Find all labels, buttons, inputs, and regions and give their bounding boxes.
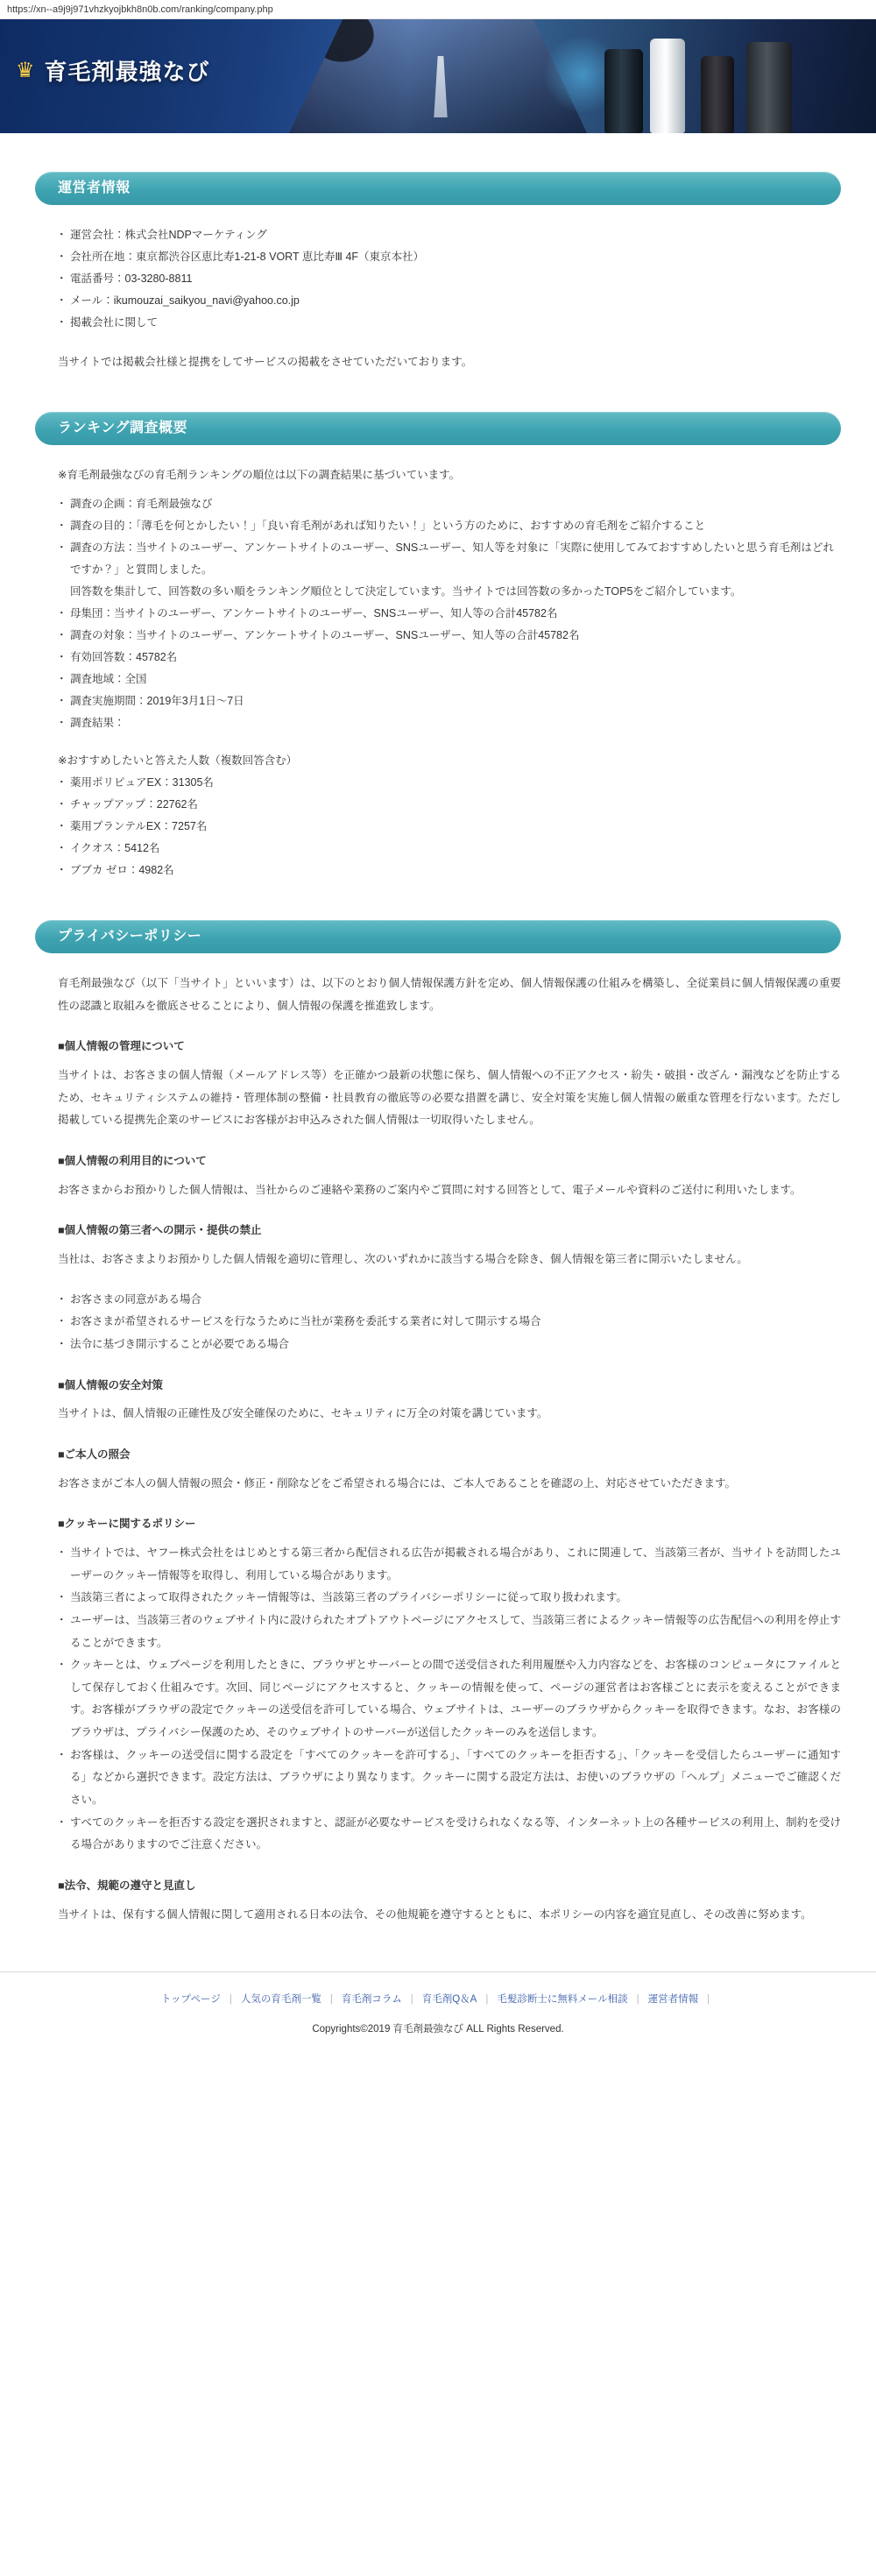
- privacy-block-paragraph: お客さまからお預かりした個人情報は、当社からのご連絡や業務のご案内やご質問に対する回答として、電子メールや資料のご送付に利用いたします。: [58, 1183, 802, 1196]
- company-info-list: [58, 224, 841, 334]
- list-item: ・ 当該第三者によって取得されたクッキー情報等は、当該第三者のプライバシーポリシーに従って取り扱われます。: [58, 1587, 841, 1610]
- section-heading-privacy: プライバシーポリシー: [35, 920, 841, 953]
- site-footer: [0, 1971, 876, 2058]
- privacy-policy-body: [58, 973, 841, 1926]
- site-title-text: 育毛剤最強なび: [44, 59, 210, 85]
- crown-icon: ♛: [16, 59, 36, 82]
- list-item: ・ 調査の目的：「薄毛を何とかしたい！」「良い育毛剤があれば知りたい！」という方のために、おすすめの育毛剤をご紹介すること: [58, 515, 841, 537]
- list-item: ・ 有効回答数：45782名: [58, 647, 841, 669]
- survey-lead-note: ※育毛剤最強なびの育毛剤ランキングの順位は以下の調査結果に基づいています。: [58, 469, 461, 481]
- privacy-block-title: ■クッキーに関するポリシー: [58, 1518, 196, 1531]
- privacy-block-paragraph: お客さまがご本人の個人情報の照会・修正・削除などをご希望される場合には、ご本人であることを確認の上、対応させていただきます。: [58, 1476, 737, 1490]
- list-item: ・ 調査実施期間：2019年3月1日～7日: [58, 690, 841, 712]
- url-text: https://xn--a9j9j971vhzkyojbkh8n0b.com/ranking/company.php: [7, 4, 273, 15]
- privacy-block-title: ■個人情報の第三者への開示・提供の禁止: [58, 1224, 262, 1237]
- list-item: ・ 当サイトでは、ヤフー株式会社をはじめとする第三者から配信される広告が掲載される場合があり、これに関連して、当該第三者が、当サイトを訪問したユーザーのクッキー情報等を取得し、利用している場合があります。: [58, 1542, 841, 1587]
- privacy-block-title: ■法令、規範の遵守と見直し: [58, 1879, 196, 1892]
- list-item: ・ 薬用ポリピュアEX：31305名: [58, 772, 841, 794]
- footer-separator: |: [485, 1994, 489, 2006]
- list-item: ・ 調査地域：全国: [58, 669, 841, 690]
- survey-results-lead: ※おすすめしたいと答えた人数（複数回答含む）: [58, 754, 298, 767]
- page-content: [0, 133, 876, 2058]
- product-bottle-1: [604, 49, 643, 133]
- section-company-info: [35, 172, 841, 373]
- list-item: ・ 会社所在地：東京都渋谷区恵比寿1-21-8 VORT 恵比寿Ⅲ 4F（東京本社）: [58, 246, 841, 268]
- list-item: ・ 調査の対象：当サイトのユーザー、アンケートサイトのユーザー、SNSユーザー、知人等の合計45782名: [58, 625, 841, 647]
- list-item: ・ 法令に基づき開示することが必要である場合: [58, 1334, 841, 1356]
- product-bottle-3: [701, 56, 734, 133]
- survey-results-list: [58, 772, 841, 881]
- copyright-text: Copyrights©2019 育毛剤最強なび ALL Rights Reserved.: [312, 2024, 564, 2035]
- list-item: ・ 薬用プランテルEX：7257名: [58, 816, 841, 838]
- footer-link-company-info[interactable]: 運営者情報: [647, 1994, 699, 2006]
- section-survey-overview: [35, 412, 841, 881]
- list-item: ・ 掲載会社に関して: [58, 312, 841, 334]
- list-item: ・ 運営会社：株式会社NDPマーケティング: [58, 224, 841, 246]
- list-item: ・ イクオス：5412名: [58, 838, 841, 860]
- privacy-block-title: ■個人情報の利用目的について: [58, 1154, 207, 1167]
- footer-separator: |: [707, 1994, 710, 2006]
- list-item: ・ お客様は、クッキーの送受信に関する設定を「すべてのクッキーを許可する」、「すべてのクッキーを拒否する」、「クッキーを受信したらユーザーに通知する」などから選択できます。設定方法は、ブラウザにより異なります。クッキーに関する設定方法は、お使いのブラウザの「ヘルプ」メニューでご確認ください。: [58, 1744, 841, 1812]
- privacy-block-paragraph: 当サイトは、保有する個人情報に関して適用される日本の法令、その他規範を遵守するとともに、本ポリシーの内容を適宜見直し、その改善に努めます。: [58, 1907, 812, 1921]
- privacy-block-paragraph: 当社は、お客さまよりお預かりした個人情報を適切に管理し、次のいずれかに該当する場合を除き、個人情報を第三者に開示いたしません。: [58, 1253, 748, 1265]
- survey-method-text: 調査の方法：当サイトのユーザー、アンケートサイトのユーザー、SNSユーザー、知人等を対象に「実際に使用してみておすすめしたいと思う育毛剤はどれですか？」と質問しました。: [70, 541, 834, 576]
- list-item: ・ お客さまの同意がある場合: [58, 1289, 841, 1312]
- list-item: ・ 調査の企画：育毛剤最強なび: [58, 493, 841, 515]
- footer-separator: |: [410, 1994, 413, 2006]
- browser-url-bar[interactable]: [0, 0, 876, 19]
- site-header-banner: [0, 19, 876, 133]
- list-item: [58, 537, 841, 603]
- list-item: ・ すべてのクッキーを拒否する設定を選択されますと、認証が必要なサービスを受けられなくなる等、インターネット上の各種サービスの利用上、制約を受ける場合がありますのでご注意ください。: [58, 1812, 841, 1857]
- privacy-block-list: [58, 1289, 841, 1356]
- footer-separator: |: [329, 1994, 333, 2006]
- list-item: ・ 母集団：当サイトのユーザー、アンケートサイトのユーザー、SNSユーザー、知人等の合計45782名: [58, 603, 841, 625]
- product-bottle-4: [746, 42, 792, 133]
- privacy-block-title: ■ご本人の照会: [58, 1447, 131, 1461]
- privacy-block-title: ■個人情報の安全対策: [58, 1378, 164, 1391]
- privacy-block-paragraph: 当サイトは、お客さまの個人情報（メールアドレス等）を正確かつ最新の状態に保ち、個人情報への不正アクセス・紛失・破損・改ざん・漏洩などを防止するため、セキュリティシステムの維持・管理体制の整備・社員教育の徹底等の必要な措置を講じ、安全対策を実施し個人情報の厳重な管理を行ないます。ただし掲載している提携先企業のサービスにお客様がお申込みされた個人情報は一切取得いたしません。: [58, 1069, 841, 1127]
- site-title[interactable]: [16, 54, 210, 87]
- list-item: ・ 調査結果：: [58, 712, 841, 734]
- footer-link-consult[interactable]: 毛髪診断士に無料メール相談: [497, 1994, 628, 2006]
- product-bottle-2: [650, 39, 685, 133]
- section-heading-company: 運営者情報: [35, 172, 841, 205]
- list-item: ・ チャップアップ：22762名: [58, 794, 841, 816]
- footer-link-column[interactable]: 育毛剤コラム: [341, 1994, 402, 2006]
- footer-separator: |: [636, 1994, 639, 2006]
- footer-link-top[interactable]: トップページ: [160, 1994, 221, 2006]
- list-item: ・ メール：ikumouzai_saikyou_navi@yahoo.co.jp: [58, 290, 841, 312]
- privacy-block-paragraph: 当サイトは、個人情報の正確性及び安全確保のために、セキュリティに万全の対策を講じています。: [58, 1407, 548, 1420]
- survey-detail-list: [58, 493, 841, 734]
- section-privacy-policy: [35, 920, 841, 1926]
- privacy-block-list: [58, 1542, 841, 1857]
- privacy-intro: 育毛剤最強なび（以下「当サイト」といいます）は、以下のとおり個人情報保護方針を定め、個人情報保護の仕組みを構築し、全従業員に個人情報保護の重要性の認識と取組みを徹底させることにより、個人情報の保護を推進致します。: [58, 977, 841, 1012]
- footer-nav: [0, 1992, 876, 2006]
- section-heading-survey: ランキング調査概要: [35, 412, 841, 445]
- survey-method-continued: 回答数を集計して、回答数の多い順をランキング順位として決定しています。当サイトでは回答数の多かったTOP5をご紹介しています。: [70, 585, 742, 598]
- footer-link-qa[interactable]: 育毛剤Q＆A: [421, 1994, 477, 2006]
- list-item: ・ クッキーとは、ウェブページを利用したときに、ブラウザとサーバーとの間で送受信された利用履歴や入力内容などを、お客様のコンピュータにファイルとして保存しておく仕組みです。次回、同じページにアクセスすると、クッキーの情報を使って、ページの運営者はお客様ごとに表示を変えることができます。お客様がブラウザの設定でクッキーの送受信を許可している場合、ウェブサイトは、ユーザーのブラウザからクッキーを取得できます。なお、お客様のブラウザは、プライバシー保護のため、そのウェブサイトのサーバーが送信したクッキーのみを送信します。: [58, 1654, 841, 1744]
- company-partnership-note: 当サイトでは掲載会社様と提携をしてサービスの掲載をさせていただいております。: [58, 356, 473, 368]
- list-item: ・ 電話番号：03-3280-8811: [58, 268, 841, 290]
- footer-separator: |: [229, 1994, 232, 2006]
- list-item: ・ ユーザーは、当該第三者のウェブサイト内に設けられたオプトアウトページにアクセスして、当該第三者によるクッキー情報等の広告配信への利用を停止することができます。: [58, 1610, 841, 1654]
- list-item: ・ お客さまが希望されるサービスを行なうために当社が業務を委託する業者に対して開示する場合: [58, 1311, 841, 1334]
- privacy-block-title: ■個人情報の管理について: [58, 1040, 185, 1053]
- list-item: ・ ブブカ ゼロ：4982名: [58, 860, 841, 881]
- footer-link-popular-list[interactable]: 人気の育毛剤一覧: [240, 1994, 321, 2006]
